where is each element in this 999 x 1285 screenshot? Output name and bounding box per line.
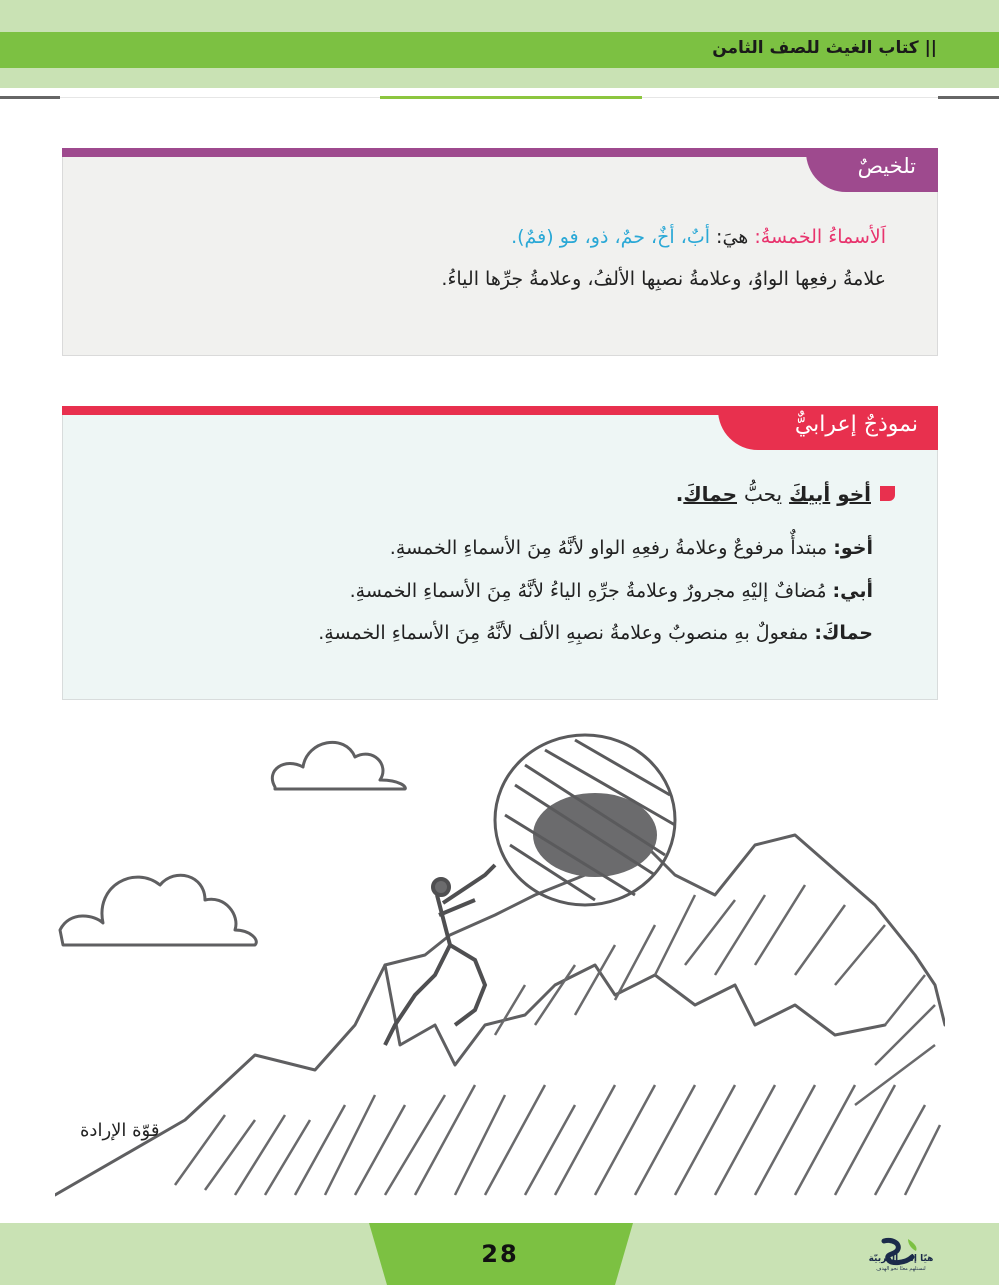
summary-tab (806, 148, 938, 192)
sentence-end: . (675, 482, 684, 506)
publisher-name: هيّا إلى العربيّة (868, 1254, 934, 1264)
mountain-hatching (175, 885, 940, 1195)
summary-tab-label: تلخيصٌ (857, 154, 916, 178)
parse-row (318, 622, 873, 644)
word-hamaka: حماكَ (683, 482, 737, 506)
header-band-bottom (0, 68, 999, 88)
parse-text: مفعولٌ بهِ منصوبٌ وعلامةُ نصبِهِ الألف لأنَّهُ مِنَ الأسماءِ الخمسةِ. (318, 622, 815, 644)
example-tab (718, 406, 938, 450)
parse-term: أبي: (832, 580, 873, 602)
publisher-tagline: لنستلهم معنًا نحو الهدف (876, 1266, 926, 1272)
divider-center (380, 96, 642, 99)
page-number: 28 (481, 1240, 519, 1268)
climber-figure (385, 865, 495, 1045)
summary-list: أبٌ، أخٌ، حمٌ، ذو، فو (فمٌ). (511, 226, 711, 248)
sketch-illustration (55, 725, 945, 1225)
parse-row (350, 580, 873, 602)
parse-row (390, 537, 873, 559)
word-akhu: أخو (837, 482, 871, 506)
parse-text: مُضافٌ إليْهِ مجرورٌ وعلامةُ جرِّهِ الياءُ لأنَّهُ مِنَ الأسماءِ الخمسةِ. (349, 580, 833, 602)
divider-left (0, 96, 60, 99)
header-band-top (0, 0, 999, 32)
summary-rule: علامةُ رفعِها الواوُ، وعلامةُ نصبِها الألفُ، وعلامةُ جرِّها الياءُ. (441, 268, 886, 290)
illustration-caption: قوّة الإرادة (80, 1120, 160, 1141)
cloud-large (60, 875, 256, 945)
parse-term: حماكَ: (814, 622, 873, 644)
divider-right (938, 96, 999, 99)
summary-term: اَلأسماءُ الخمسةُ: (754, 226, 886, 248)
word-yuhibbu: يحبُّ (743, 482, 783, 506)
summary-definition (511, 226, 886, 248)
bullet-icon (880, 486, 895, 501)
summary-hiya: هيَ: (710, 226, 755, 248)
example-tab-label: نموذجٌ إعرابيٌّ (794, 412, 918, 437)
example-sentence (676, 482, 871, 506)
parse-term: أخو: (833, 537, 873, 559)
parse-text: مبتدأٌ مرفوعٌ وعلامةُ رفعِهِ الواو لأنَّهُ مِنَ الأسماءِ الخمسةِ. (389, 537, 834, 559)
cloud-small (272, 742, 405, 789)
word-abika: أبيكَ (789, 482, 831, 506)
book-title: || كتاب الغيث للصف الثامن (712, 38, 937, 58)
summary-box (62, 148, 938, 356)
boulder (495, 735, 675, 905)
mountain-outline (55, 830, 945, 1195)
